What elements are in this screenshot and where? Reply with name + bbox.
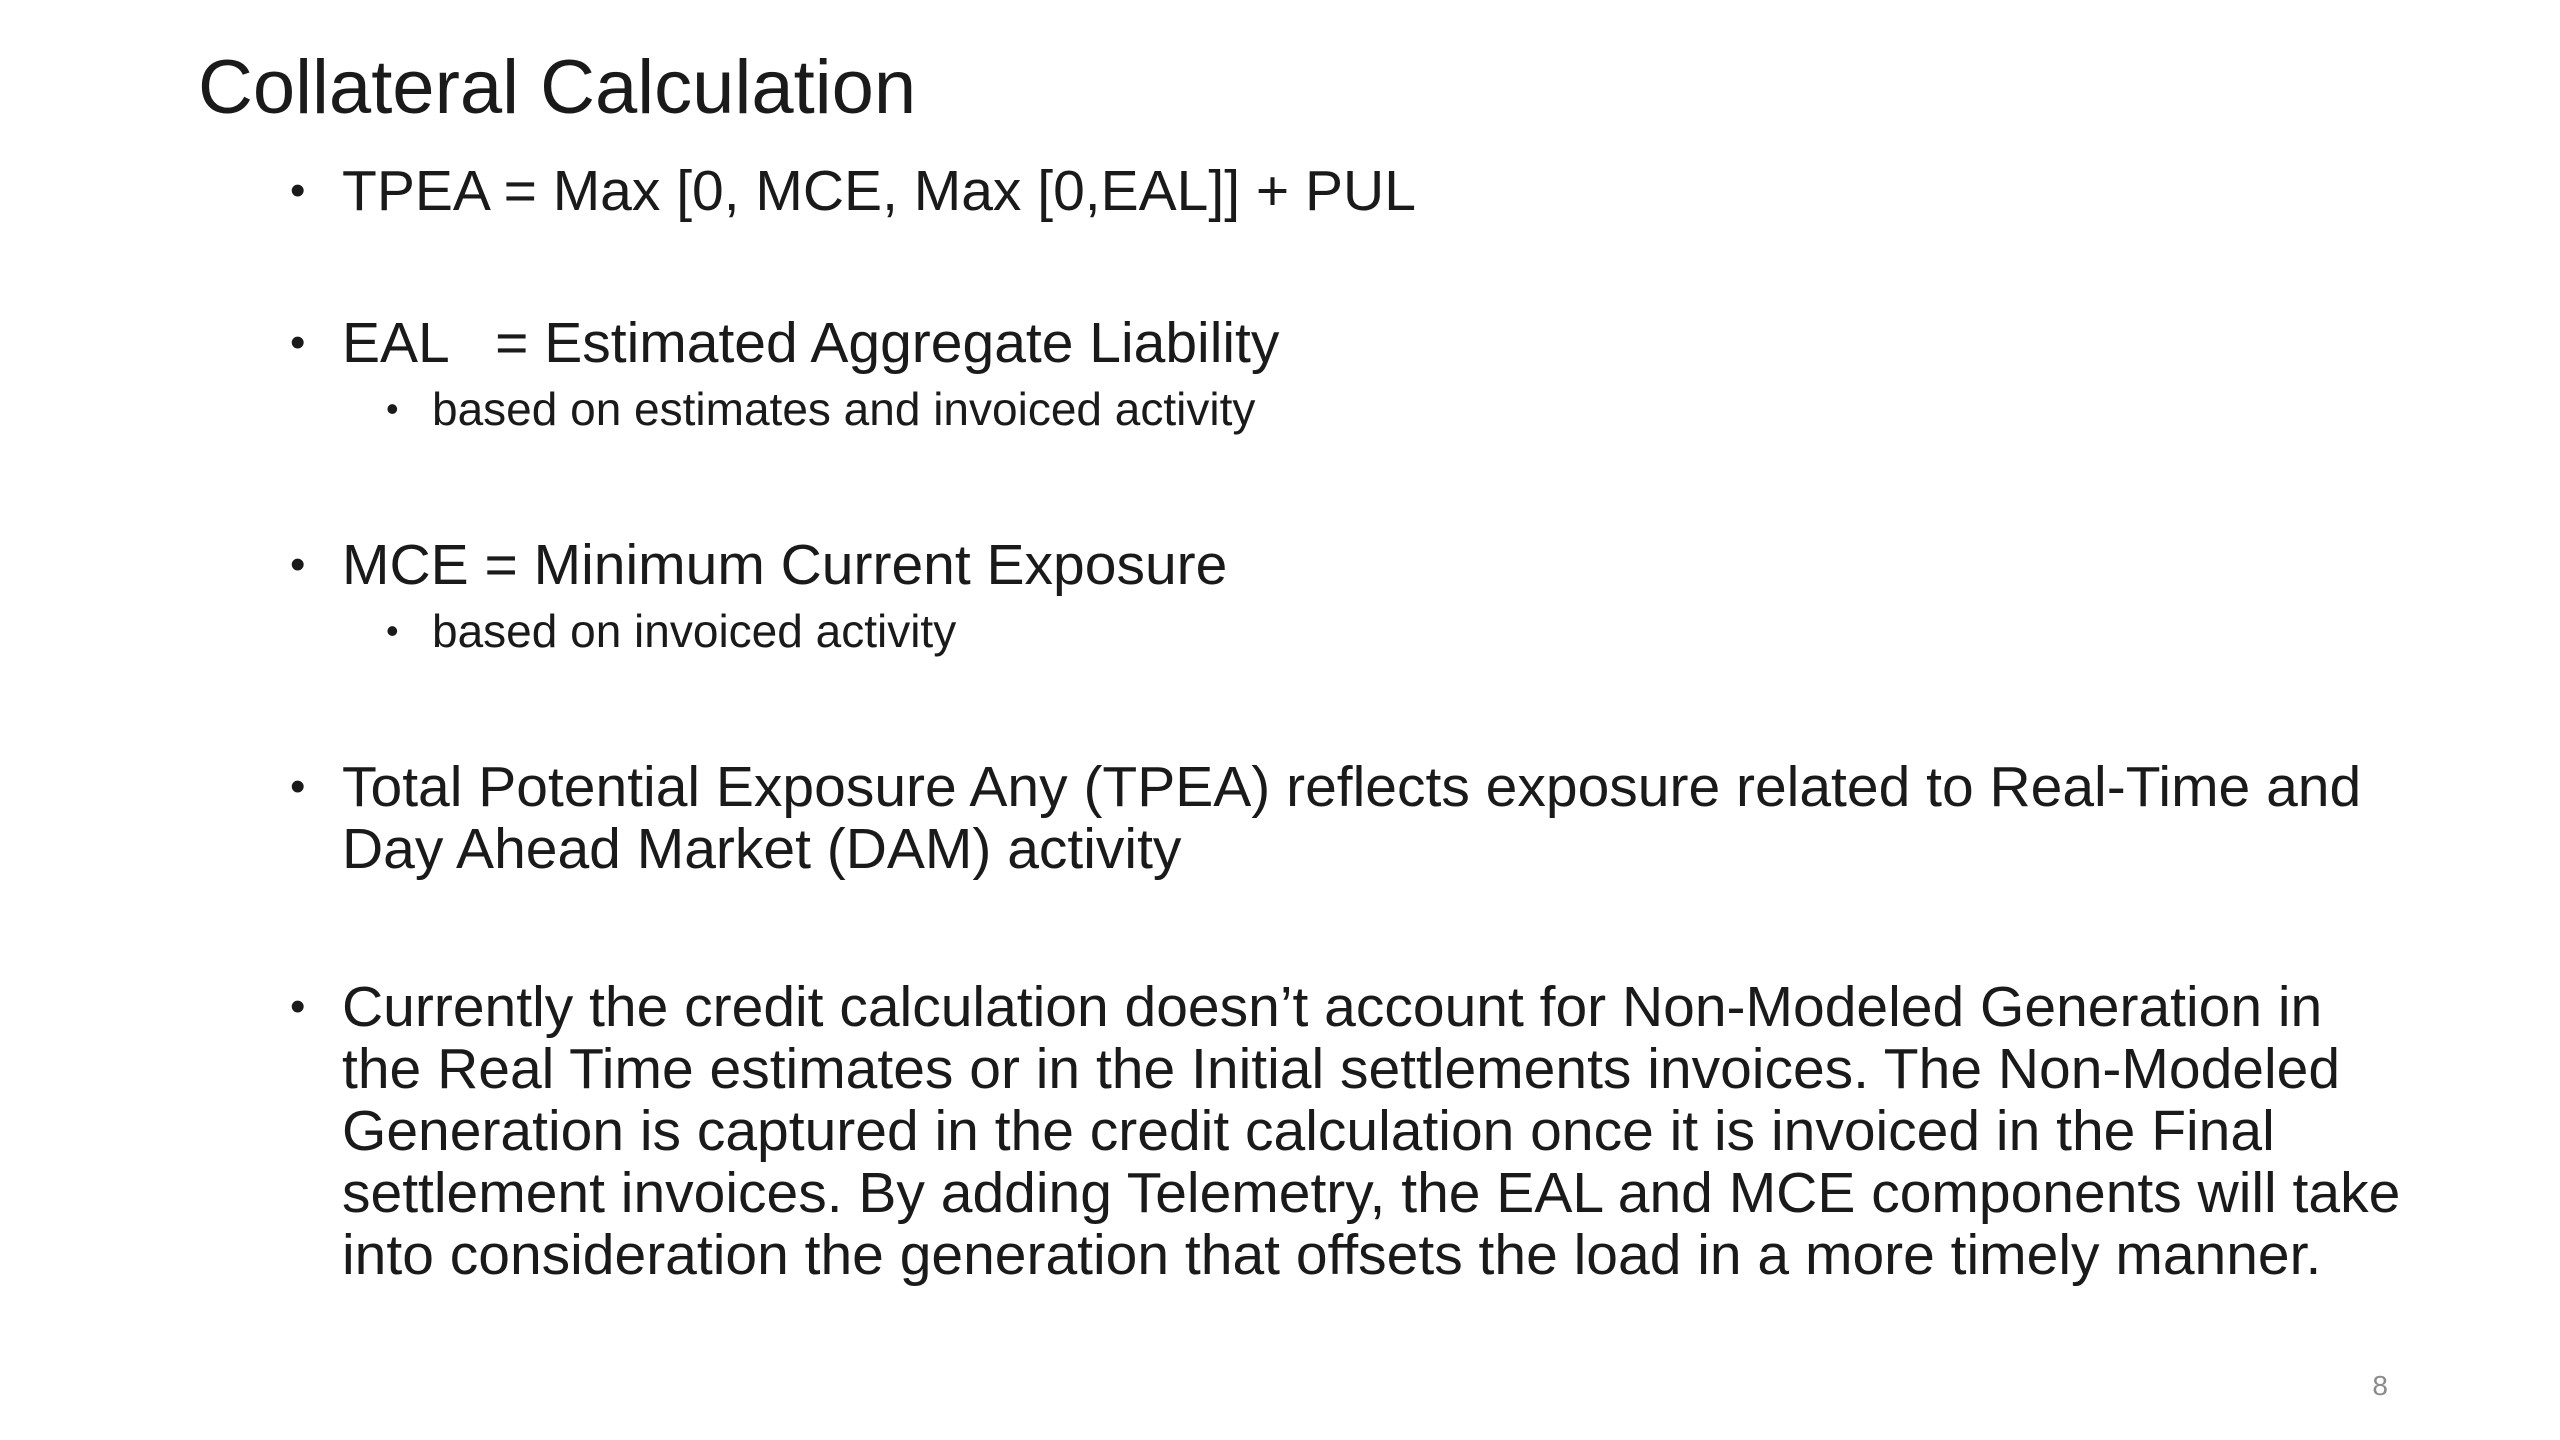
- sub-bullet-marker: •: [386, 610, 399, 651]
- page-number: 8: [2372, 1370, 2388, 1401]
- bullet-marker: •: [290, 540, 306, 589]
- sub-bullet-mce: [386, 602, 2410, 660]
- bullet-item-eal: [290, 312, 2410, 374]
- bullet-list: [290, 160, 2410, 1286]
- bullet-text: TPEA = Max [0, MCE, Max [0,EAL]] + PUL: [342, 159, 1416, 223]
- bullet-item-non-modeled-generation: [290, 976, 2410, 1286]
- bullet-item-tpea-formula: [290, 160, 2410, 222]
- sub-bullet-eal: [386, 380, 2410, 438]
- bullet-text: MCE = Minimum Current Exposure: [342, 533, 1228, 597]
- bullet-item-mce: [290, 534, 2410, 596]
- sub-bullet-text: based on invoiced activity: [432, 605, 957, 657]
- bullet-marker: •: [290, 982, 306, 1031]
- bullet-marker: •: [290, 166, 306, 215]
- sub-bullet-text: based on estimates and invoiced activity: [432, 383, 1256, 435]
- bullet-text: EAL = Estimated Aggregate Liability: [342, 311, 1280, 375]
- bullet-marker: •: [290, 762, 306, 811]
- sub-bullet-marker: •: [386, 388, 399, 429]
- bullet-text: Currently the credit calculation doesn’t account for Non-Modeled Generation in the Real Time estimates or in the Initial settlements invoices. The Non-Modeled Generation is captured in the credit calculation once it is invoiced in the Final settlement invoices. By adding Telemetry, the EAL and MCE components will take into consideration the generation that offsets the load in a more timely manner.: [342, 975, 2401, 1287]
- bullet-item-tpea-description: [290, 756, 2410, 880]
- bullet-marker: •: [290, 318, 306, 367]
- bullet-text: Total Potential Exposure Any (TPEA) reflects exposure related to Real-Time and Day Ahead Market (DAM) activity: [342, 755, 2362, 881]
- slide-title: Collateral Calculation: [198, 45, 917, 130]
